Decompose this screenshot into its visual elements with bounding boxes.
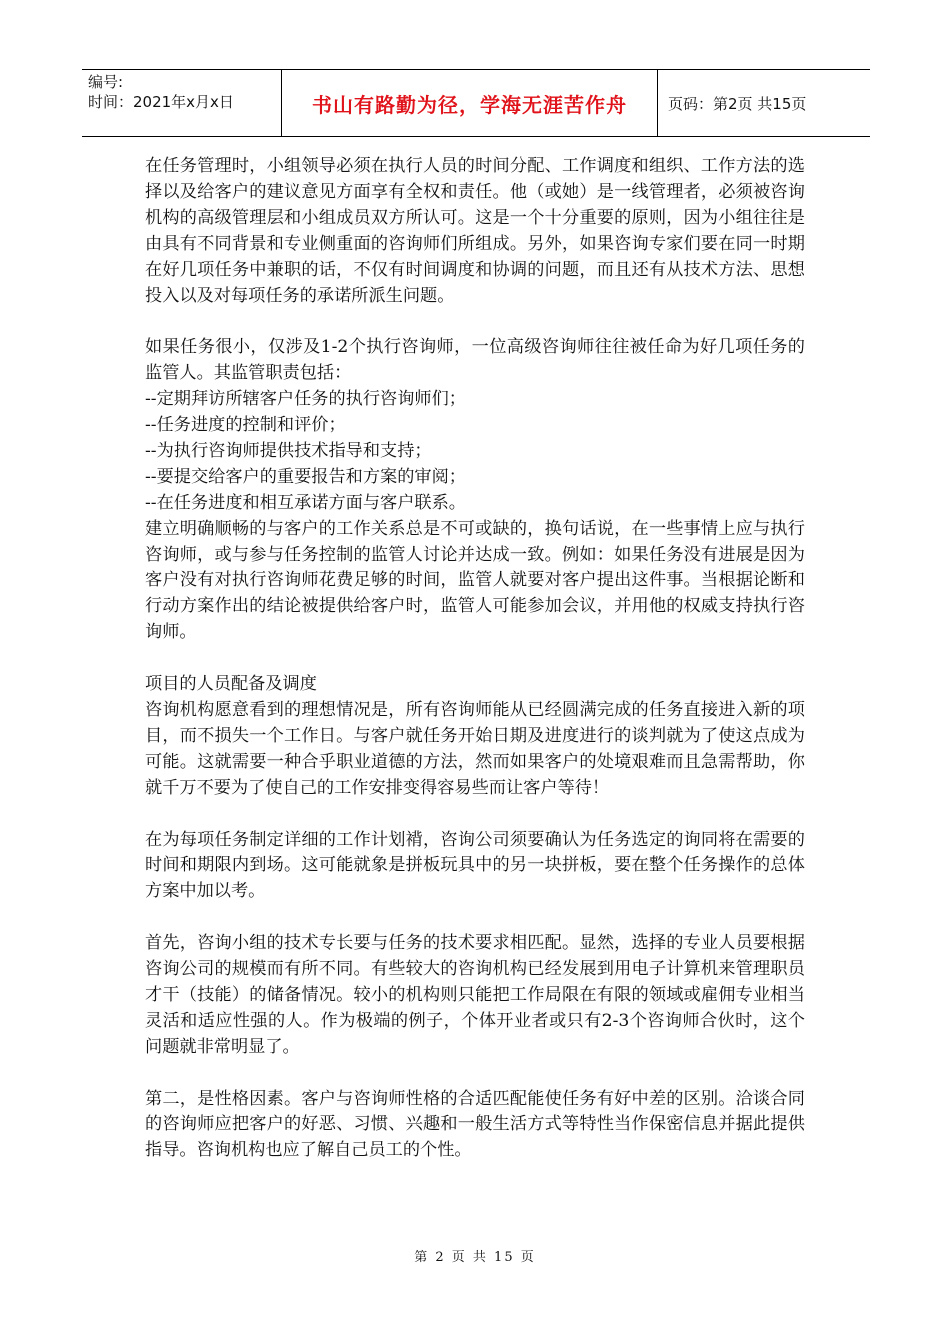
document-body	[145, 154, 805, 1164]
list-item: --在任务进度和相互承诺方面与客户联系。	[145, 492, 466, 513]
paragraph: 第二，是性格因素。客户与咨询师性格的合适匹配能使任务有好中差的区别。洽谈合同的咨询师应把客户的好恶、习惯、兴趣和一般生活方式等特性当作保密信息并据此提供指导。咨询机构也应了解自己员工的个性。	[145, 1088, 805, 1161]
page-info: 页码：第2页 共15页	[668, 94, 807, 113]
footer-page-number: 第 2 页 共 15 页	[414, 1250, 536, 1265]
section-heading: 项目的人员配备及调度	[145, 674, 317, 695]
paragraph: 咨询机构愿意看到的理想情况是，所有咨询师能从已经圆满完成的任务直接进入新的项目，而不损失一个工作日。与客户就任务开始日期及进度进行的谈判就为了使这点成为可能。这就需要一种合乎职业道德的方法，然而如果客户的处境艰难而且急需帮助，你就千万不要为了使自己的工作安排变得容易些而让客户等待！	[145, 700, 805, 798]
paragraph-gap	[145, 646, 805, 672]
paragraph: 建立明确顺畅的与客户的工作关系总是不可或缺的，换句话说，在一些事情上应与执行咨询师，或与参与任务控制的监管人讨论并达成一致。例如：如果任务没有进展是因为客户没有对执行咨询师花费足够的时间，监管人就要对客户提出这件事。当根据论断和行动方案作出的结论被提供给客户时，监管人可能参加会议，并用他的权威支持执行咨询师。	[145, 518, 805, 643]
paragraph-gap	[145, 309, 805, 335]
date-line: 时间：2021年x月x日	[88, 93, 234, 111]
paragraph-gap	[145, 802, 805, 828]
paragraph: 如果任务很小，仅涉及1-2个执行咨询师，一位高级咨询师往往被任命为好几项任务的监管人。其监管职责包括：	[145, 337, 805, 384]
paragraph: 首先，咨询小组的技术专长要与任务的技术要求相匹配。显然，选择的专业人员要根据咨询公司的规模而有所不同。有些较大的咨询机构已经发展到用电子计算机来管理职员才干（技能）的储备情况。较小的机构则只能把工作局限在有限的领域或雇佣专业相当灵活和适应性强的人。作为极端的例子，个体开业者或只有2-3个咨询师合伙时，这个问题就非常明显了。	[145, 933, 805, 1057]
header-meta-cell	[82, 70, 282, 136]
motto-text: 书山有路勤为径，学海无涯苦作舟	[312, 92, 627, 117]
list-item: --为执行咨询师提供技术指导和支持；	[145, 440, 432, 461]
header-page-cell	[658, 70, 870, 136]
page-footer	[0, 1246, 950, 1265]
list-item: --要提交给客户的重要报告和方案的审阅；	[145, 466, 466, 487]
paragraph-gap	[145, 1061, 805, 1087]
serial-label: 编号:	[88, 73, 124, 91]
paragraph-gap	[145, 905, 805, 931]
paragraph: 在任务管理时，小组领导必须在执行人员的时间分配、工作调度和组织、工作方法的选择以及给客户的建议意见方面享有全权和责任。他（或她）是一线管理者，必须被咨询机构的高级管理层和小组成员双方所认可。这是一个十分重要的原则，因为小组往往是由具有不同背景和专业侧重面的咨询师们所组成。另外，如果咨询专家们要在同一时期在好几项任务中兼职的话，不仅有时间调度和协调的问题，而且还有从技术方法、思想投入以及对每项任务的承诺所派生问题。	[145, 156, 805, 306]
header-motto-cell	[282, 70, 658, 136]
list-item: --定期拜访所辖客户任务的执行咨询师们；	[145, 389, 466, 410]
paragraph: 在为每项任务制定详细的工作计划褙，咨询公司须要确认为任务选定的询同将在需要的时间和期限内到场。这可能就象是拼板玩具中的另一块拼板，要在整个任务操作的总体方案中加以考。	[145, 829, 805, 902]
page-header	[82, 69, 870, 137]
list-item: --任务进度的控制和评价；	[145, 415, 346, 436]
